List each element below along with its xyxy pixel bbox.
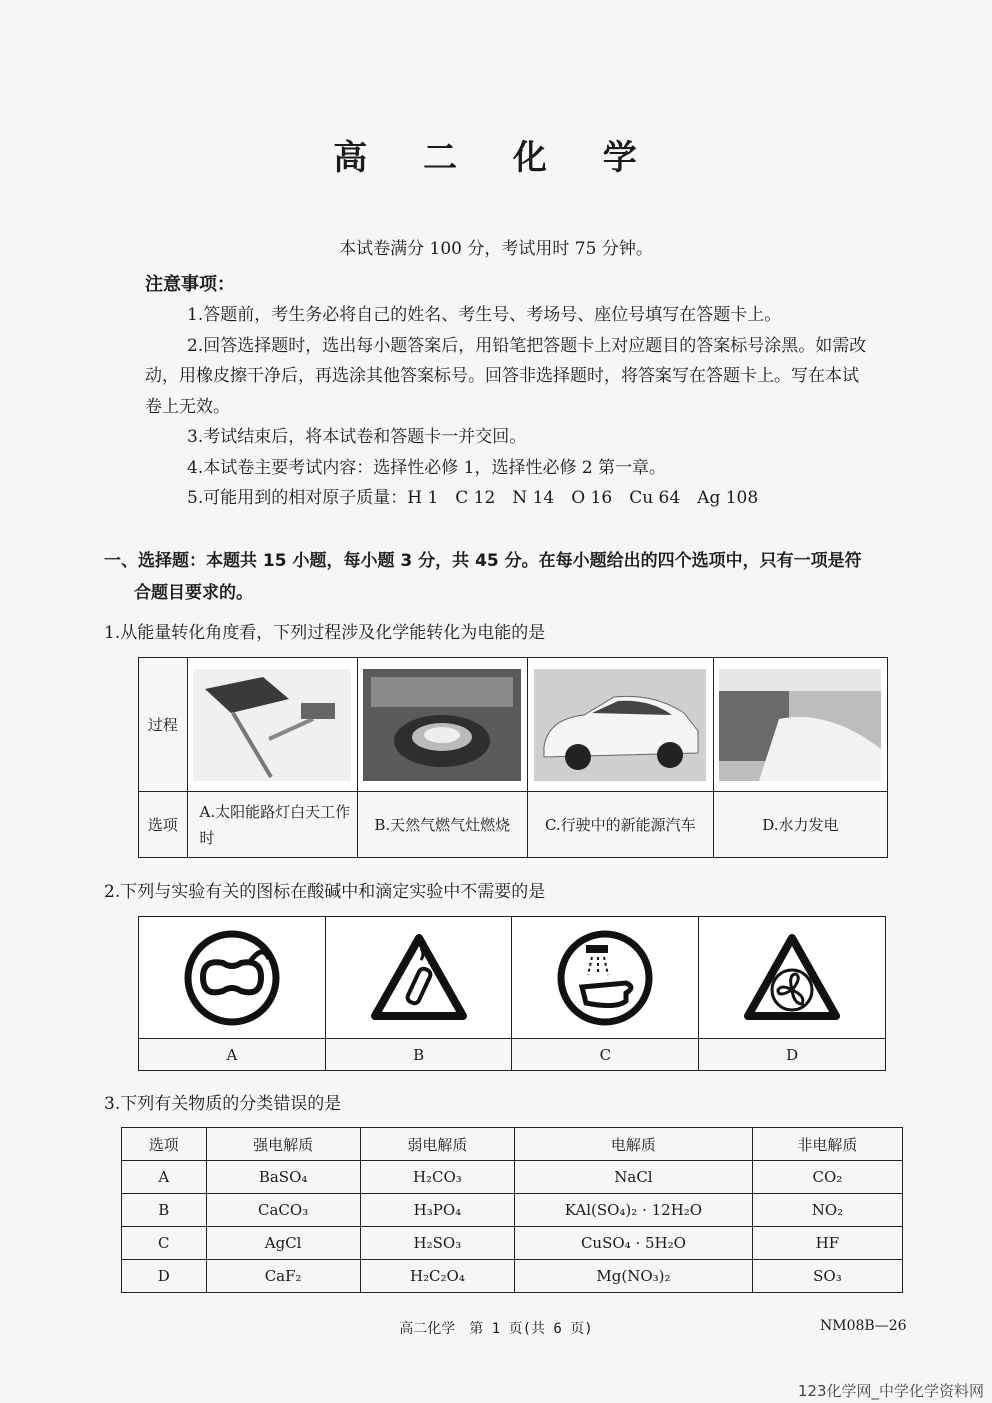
table-cell: NO₂: [752, 1194, 902, 1227]
q2-stem: 2.下列与实验有关的图标在酸碱中和滴定实验中不需要的是: [104, 882, 546, 902]
table-cell: CaF₂: [206, 1260, 360, 1293]
exam-subtitle: 本试卷满分 100 分，考试用时 75 分钟。: [339, 239, 653, 259]
solar-street-light-image: [193, 669, 351, 781]
watermark: 123化学网_中学化学资料网: [797, 1382, 984, 1400]
q1-image-b: [357, 658, 527, 792]
exam-title: 高 二 化 学: [333, 138, 659, 178]
q2-icon-cell-a: [139, 917, 326, 1039]
notice-item: 5.可能用到的相对原子质量：H 1 C 12 N 14 O 16 Cu 64 Ag 108: [187, 488, 759, 508]
table-cell: H₂C₂O₄: [360, 1260, 514, 1293]
table-cell: Mg(NO₃)₂: [515, 1260, 753, 1293]
notice-item: 3.考试结束后，将本试卷和答题卡一并交回。: [187, 427, 527, 447]
q2-label-d: D: [699, 1039, 886, 1071]
q2-label-a: A: [139, 1039, 326, 1071]
q3-table: [121, 1127, 903, 1293]
table-cell: CuSO₄ · 5H₂O: [515, 1227, 753, 1260]
gas-stove-image: [363, 669, 521, 781]
table-cell: H₂SO₃: [360, 1227, 514, 1260]
section-line-2: 合题目要求的。: [134, 583, 253, 603]
notice-item: 1.答题前，考生务必将自己的姓名、考生号、考场号、座位号填写在答题卡上。: [187, 305, 782, 325]
table-cell: SO₃: [752, 1260, 902, 1293]
table-cell: H₂CO₃: [360, 1161, 514, 1194]
table-row: [122, 1227, 903, 1260]
table-row: [122, 1161, 903, 1194]
table-cell: HF: [752, 1227, 902, 1260]
notice-heading: 注意事项：: [145, 274, 235, 295]
table-cell: CO₂: [752, 1161, 902, 1194]
q3-header: 电解质: [515, 1128, 753, 1161]
goggles-icon: [183, 929, 281, 1027]
q3-stem: 3.下列有关物质的分类错误的是: [104, 1094, 342, 1114]
table-row: [122, 1260, 903, 1293]
q1-row-label: 过程: [139, 658, 188, 792]
notice-item: 2.回答选择题时，选出每小题答案后，用铅笔把答题卡上对应题目的答案标号涂黑。如需改动，用橡皮擦干净后，再选涂其他答案标号。回答非选择题时，将答案写在答题卡上。写在本试卷上无效。: [145, 335, 867, 417]
table-cell: D: [122, 1260, 207, 1293]
q1-stem: 1.从能量转化角度看，下列过程涉及化学能转化为电能的是: [104, 623, 546, 643]
table-cell: BaSO₄: [206, 1161, 360, 1194]
hydropower-dam-image: [719, 669, 881, 781]
wash-hands-icon: [556, 929, 654, 1027]
section-line-1: 一、选择题：本题共 15 小题，每小题 3 分，共 45 分。在每小题给出的四个选项中，只有一项是符: [104, 551, 862, 571]
new-energy-car-image: [534, 669, 706, 781]
q3-header: 弱电解质: [360, 1128, 514, 1161]
q2-label-c: C: [512, 1039, 699, 1071]
q1-option-a: A.太阳能路灯白天工作时: [187, 792, 357, 858]
exhaust-fan-icon: [742, 932, 842, 1024]
q2-label-b: B: [325, 1039, 512, 1071]
table-cell: CaCO₃: [206, 1194, 360, 1227]
q1-option-d: D.水力发电: [713, 792, 887, 858]
q3-header: 选项: [122, 1128, 207, 1161]
q1-row-label: 选项: [139, 792, 188, 858]
q2-icon-cell-d: [699, 917, 886, 1039]
q1-image-c: [527, 658, 713, 792]
table-row: [122, 1194, 903, 1227]
hot-test-tube-icon: [369, 932, 469, 1024]
q3-header: 强电解质: [206, 1128, 360, 1161]
q1-option-c: C.行驶中的新能源汽车: [527, 792, 713, 858]
notice-list: [145, 300, 875, 514]
q2-table: [138, 916, 886, 1071]
table-cell: A: [122, 1161, 207, 1194]
table-cell: AgCl: [206, 1227, 360, 1260]
section-heading: [104, 545, 914, 609]
table-cell: B: [122, 1194, 207, 1227]
paper-code: NM08B—26: [820, 1318, 907, 1334]
q3-header: 非电解质: [752, 1128, 902, 1161]
q2-icon-cell-c: [512, 917, 699, 1039]
notice-item: 4.本试卷主要考试内容：选择性必修 1，选择性必修 2 第一章。: [187, 457, 667, 478]
q1-option-b: B.天然气燃气灶燃烧: [357, 792, 527, 858]
table-cell: NaCl: [515, 1161, 753, 1194]
page-footer: 高二化学 第 1 页(共 6 页): [399, 1321, 593, 1337]
q1-image-a: [187, 658, 357, 792]
table-cell: H₃PO₄: [360, 1194, 514, 1227]
table-cell: KAl(SO₄)₂ · 12H₂O: [515, 1194, 753, 1227]
q1-table: [138, 657, 888, 858]
q2-icon-cell-b: [325, 917, 512, 1039]
table-cell: C: [122, 1227, 207, 1260]
q1-image-d: [713, 658, 887, 792]
